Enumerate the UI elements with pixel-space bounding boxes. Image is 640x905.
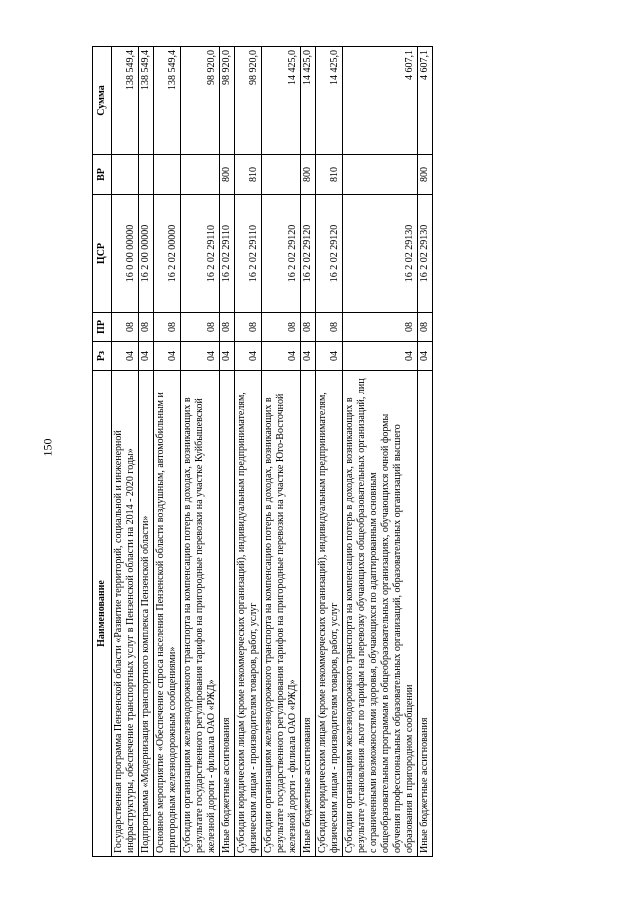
header-rz: Рз [93, 342, 112, 371]
row-name: Иные бюджетные ассигнования [220, 371, 235, 857]
row-rz: 04 [235, 342, 262, 371]
row-sum: 138 549,4 [112, 47, 139, 155]
row-vr: 800 [301, 155, 316, 195]
row-csr: 16 2 02 29130 [418, 195, 433, 313]
row-rz: 04 [154, 342, 181, 371]
row-sum: 4 607,1 [418, 47, 433, 155]
row-pr: 08 [316, 313, 343, 342]
header-sum: Сумма [93, 47, 112, 155]
row-vr [343, 155, 418, 195]
row-sum: 138 549,4 [139, 47, 154, 155]
table-row [220, 47, 235, 857]
header-vr: ВР [93, 155, 112, 195]
row-name: Основное мероприятие «Обеспечение спроса населения Пензенской области воздушным, автомобильным и пригородным железнодорожным сообщениями» [154, 371, 181, 857]
row-pr: 08 [139, 313, 154, 342]
row-csr: 16 2 02 29120 [301, 195, 316, 313]
table-row [262, 47, 301, 857]
row-pr: 08 [343, 313, 418, 342]
row-csr: 16 2 02 29120 [262, 195, 301, 313]
row-name: Иные бюджетные ассигнования [301, 371, 316, 857]
row-vr: 800 [418, 155, 433, 195]
header-pr: ПР [93, 313, 112, 342]
row-sum: 14 425,0 [316, 47, 343, 155]
table-header-row [93, 47, 112, 857]
row-csr: 16 2 02 29120 [316, 195, 343, 313]
row-pr: 08 [301, 313, 316, 342]
row-name: Государственная программа Пензенской области «Развитие территорий, социальной и инженерной инфраструктуры, обеспечение транспортных услуг в Пензенской области на 2014 - 2020 годы» [112, 371, 139, 857]
row-name: Субсидии юридическим лицам (кроме некоммерческих организаций), индивидуальным предпринимателям, физическим лицам - производителям товаров, работ, услуг [316, 371, 343, 857]
row-csr: 16 2 02 29110 [181, 195, 220, 313]
row-pr: 08 [181, 313, 220, 342]
row-sum: 14 425,0 [301, 47, 316, 155]
row-csr: 16 2 02 29110 [235, 195, 262, 313]
row-rz: 04 [262, 342, 301, 371]
row-csr: 16 0 00 00000 [112, 195, 139, 313]
row-name: Субсидии юридическим лицам (кроме некоммерческих организаций), индивидуальным предпринимателям, физическим лицам - производителям товаров, работ, услуг [235, 371, 262, 857]
row-pr: 08 [262, 313, 301, 342]
table-row [301, 47, 316, 857]
row-sum: 14 425,0 [262, 47, 301, 155]
row-csr: 16 2 02 29110 [220, 195, 235, 313]
row-vr: 810 [316, 155, 343, 195]
table-row [154, 47, 181, 857]
row-rz: 04 [112, 342, 139, 371]
row-sum: 138 549,4 [154, 47, 181, 155]
row-pr: 08 [154, 313, 181, 342]
row-rz: 04 [343, 342, 418, 371]
row-csr: 16 2 00 00000 [139, 195, 154, 313]
header-csr: ЦСР [93, 195, 112, 313]
row-pr: 08 [112, 313, 139, 342]
table-row [139, 47, 154, 857]
row-sum: 98 920,0 [220, 47, 235, 155]
row-name: Подпрограмма «Модернизация транспортного комплекса Пензенской области» [139, 371, 154, 857]
row-sum: 98 920,0 [181, 47, 220, 155]
row-name: Субсидии организациям железнодорожного транспорта на компенсацию потерь в доходах, возникающих в результате государственного регулирования тарифов на пригородные перевозки на участке Куйбышевской железной дороги - филиала ОАО «РЖД» [181, 371, 220, 857]
row-vr: 800 [220, 155, 235, 195]
row-name: Субсидии организациям железнодорожного транспорта на компенсацию потерь в доходах, возникающих в результате установления льгот по тарифам на перевозку обучающихся общеобразовательных организаций, лиц с ограниченными возможностями здоровья, обучающихся по адаптированным основным общеобразовательным программам в общеобразовательных организациях, обучающихся очной формы обучения профессиональных образовательных организаций, образовательных организаций высшего образования в пригородном сообщении [343, 371, 418, 857]
row-rz: 04 [139, 342, 154, 371]
row-rz: 04 [220, 342, 235, 371]
row-rz: 04 [418, 342, 433, 371]
row-vr [139, 155, 154, 195]
row-name: Иные бюджетные ассигнования [418, 371, 433, 857]
row-vr [181, 155, 220, 195]
row-sum: 98 920,0 [235, 47, 262, 155]
row-pr: 08 [235, 313, 262, 342]
row-vr: 810 [235, 155, 262, 195]
row-pr: 08 [418, 313, 433, 342]
budget-table [92, 46, 433, 857]
row-name: Субсидии организациям железнодорожного транспорта на компенсацию потерь в доходах, возникающих в результате государственного регулирования тарифов на пригородные перевозки на участке Юго-Восточной железной дороги - филиала ОАО «РЖД» [262, 371, 301, 857]
table-row [343, 47, 418, 857]
row-rz: 04 [301, 342, 316, 371]
table-row [112, 47, 139, 857]
table-row [181, 47, 220, 857]
row-vr [154, 155, 181, 195]
row-csr: 16 2 02 29130 [343, 195, 418, 313]
row-rz: 04 [316, 342, 343, 371]
page-number: 150 [40, 438, 55, 457]
row-sum: 4 607,1 [343, 47, 418, 155]
table-row [235, 47, 262, 857]
row-pr: 08 [220, 313, 235, 342]
row-rz: 04 [181, 342, 220, 371]
table-row [418, 47, 433, 857]
header-name: Наименование [93, 371, 112, 857]
row-vr [262, 155, 301, 195]
row-vr [112, 155, 139, 195]
table-row [316, 47, 343, 857]
budget-table-container [92, 47, 632, 857]
row-csr: 16 2 02 00000 [154, 195, 181, 313]
